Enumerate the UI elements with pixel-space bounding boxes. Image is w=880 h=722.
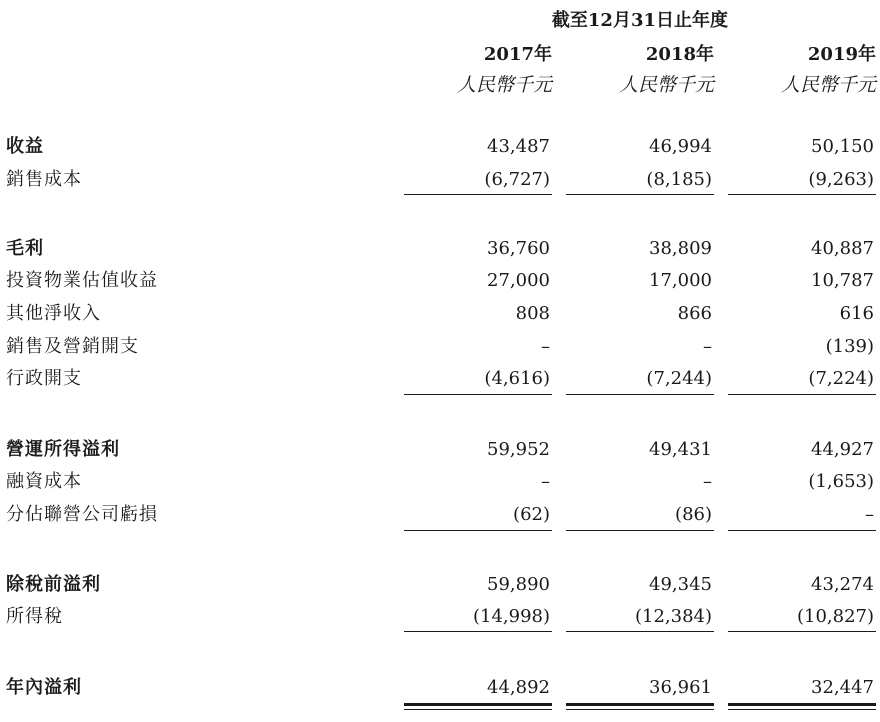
value-cell: (10,827) [796, 606, 874, 627]
subtotal-rule [404, 530, 552, 531]
value-cell: 43,274 [811, 574, 874, 595]
table-row [0, 132, 880, 162]
subtotal-rule [566, 530, 714, 531]
value-cell: 43,487 [487, 136, 550, 157]
value-cell: 40,887 [811, 238, 874, 259]
row-label: 毛利 [6, 238, 44, 259]
value-cell: 36,961 [649, 677, 712, 698]
value-cell: 49,431 [649, 439, 712, 460]
table-row [0, 467, 880, 497]
subtotal-rule [728, 530, 876, 531]
period-header: 截至12月31日止年度 [551, 10, 728, 31]
subtotal-rule [728, 194, 876, 195]
value-cell: – [703, 471, 712, 492]
table-row [0, 435, 880, 465]
value-cell: (7,224) [808, 368, 874, 389]
table-row [0, 165, 880, 195]
row-label: 年內溢利 [6, 677, 82, 698]
year-header-2017: 2017年 [483, 44, 552, 65]
value-cell: (86) [675, 504, 712, 525]
value-cell: 808 [515, 303, 550, 324]
value-cell: (8,185) [646, 169, 712, 190]
value-cell: 17,000 [649, 270, 712, 291]
subtotal-rule [404, 194, 552, 195]
value-cell: (62) [513, 504, 550, 525]
unit-header-2017: 人民幣千元 [456, 74, 552, 96]
table-row [0, 602, 880, 632]
table-row [0, 332, 880, 362]
subtotal-rule [566, 394, 714, 395]
year-header-2018: 2018年 [645, 44, 714, 65]
value-cell: 32,447 [811, 677, 874, 698]
value-cell: (1,653) [808, 471, 874, 492]
value-cell: – [541, 471, 550, 492]
value-cell: – [703, 336, 712, 357]
row-label: 收益 [6, 136, 44, 157]
value-cell: 616 [839, 303, 874, 324]
value-cell: (7,244) [646, 368, 712, 389]
value-cell: 27,000 [487, 270, 550, 291]
subtotal-rule [728, 394, 876, 395]
table-row [0, 299, 880, 329]
value-cell: 59,952 [487, 439, 550, 460]
row-label: 投資物業估值收益 [6, 270, 158, 291]
unit-header-2019: 人民幣千元 [780, 74, 876, 96]
value-cell: 866 [677, 303, 712, 324]
row-label: 營運所得溢利 [6, 439, 120, 460]
row-label: 除稅前溢利 [6, 574, 101, 595]
subtotal-rule [566, 631, 714, 632]
row-label: 融資成本 [6, 471, 82, 492]
value-cell: (9,263) [808, 169, 874, 190]
total-double-rule [404, 703, 552, 710]
table-row [0, 364, 880, 394]
value-cell: 38,809 [649, 238, 712, 259]
total-double-rule [566, 703, 714, 710]
value-cell: (12,384) [634, 606, 712, 627]
value-cell: 59,890 [487, 574, 550, 595]
row-label: 銷售成本 [6, 169, 82, 190]
total-double-rule [728, 703, 876, 710]
value-cell: (14,998) [472, 606, 550, 627]
value-cell: 36,760 [487, 238, 550, 259]
value-cell: 50,150 [811, 136, 874, 157]
value-cell: (4,616) [484, 368, 550, 389]
row-label: 行政開支 [6, 368, 82, 389]
value-cell: (6,727) [484, 169, 550, 190]
value-cell: (139) [825, 336, 874, 357]
subtotal-rule [404, 631, 552, 632]
row-label: 分佔聯營公司虧損 [6, 504, 158, 525]
row-label: 其他淨收入 [6, 303, 101, 324]
value-cell: 44,892 [487, 677, 550, 698]
unit-header-2018: 人民幣千元 [618, 74, 714, 96]
value-cell: – [541, 336, 550, 357]
table-row [0, 570, 880, 600]
value-cell: 44,927 [811, 439, 874, 460]
value-cell: 49,345 [649, 574, 712, 595]
value-cell: 46,994 [649, 136, 712, 157]
year-header-2019: 2019年 [807, 44, 876, 65]
value-cell: – [865, 504, 874, 525]
value-cell: 10,787 [811, 270, 874, 291]
subtotal-rule [728, 631, 876, 632]
subtotal-rule [566, 194, 714, 195]
row-label: 銷售及營銷開支 [6, 336, 139, 357]
subtotal-rule [404, 394, 552, 395]
table-row [0, 266, 880, 296]
table-row [0, 234, 880, 264]
table-row [0, 673, 880, 703]
row-label: 所得稅 [6, 606, 63, 627]
table-row [0, 500, 880, 530]
